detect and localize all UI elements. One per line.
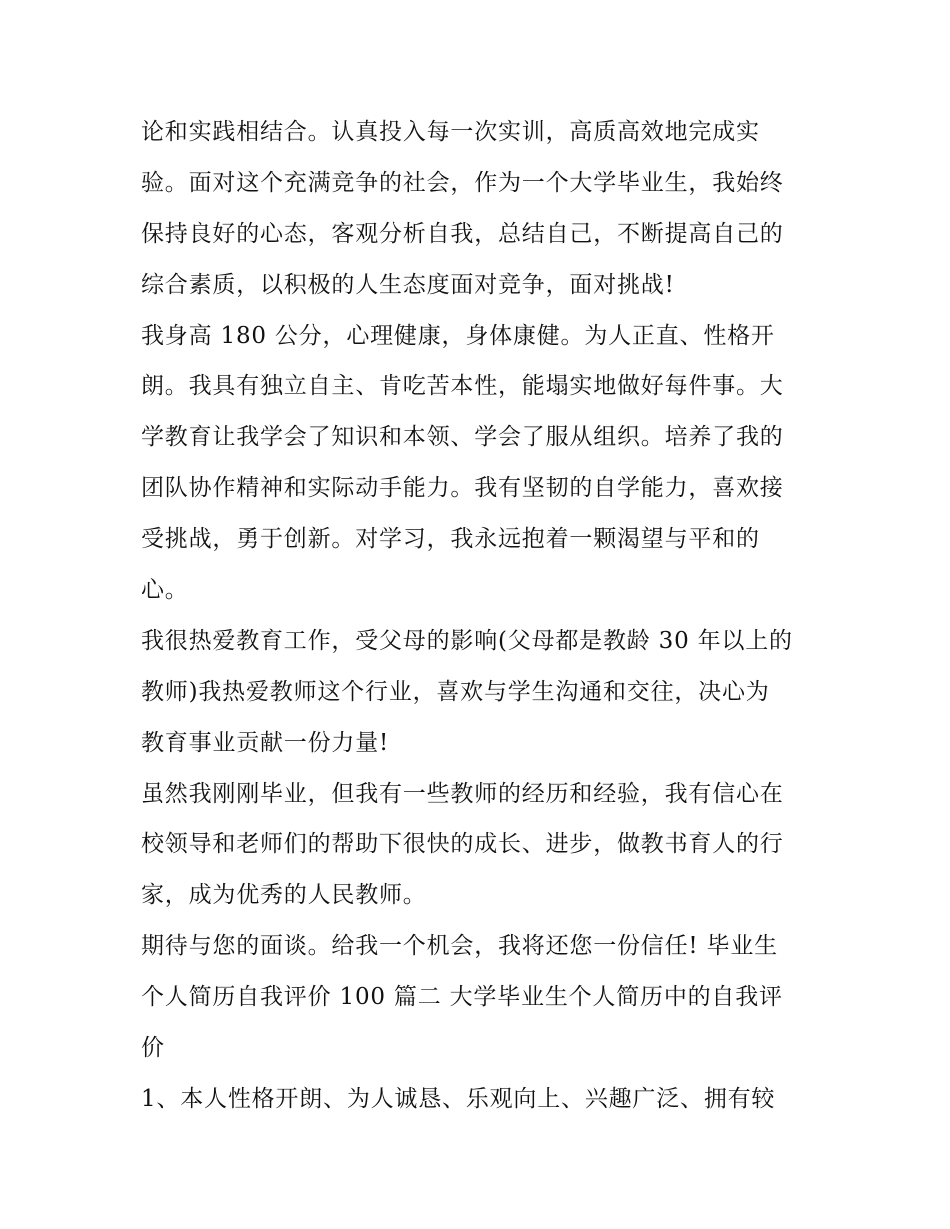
text-line: 朗。我具有独立自主、肯吃苦本性，能塌实地做好每件事。大 (141, 373, 784, 400)
text-line: 受挑战，勇于创新。对学习，我永远抱着一颗渴望与平和的 (141, 526, 760, 553)
text-line: 保持良好的心态，客观分析自我，总结自己，不断提高自己的 (141, 220, 784, 247)
text-line: 综合素质，以积极的人生态度面对竞争，面对挑战! (141, 271, 675, 298)
text-line: 心。 (141, 577, 189, 604)
text-line: 教师)我热爱教师这个行业，喜欢与学生沟通和交往，决心为 (141, 678, 770, 705)
text-line: 验。面对这个充满竞争的社会，作为一个大学毕业生，我始终 (141, 169, 784, 196)
text-line: 个人简历自我评价 100 篇二 大学毕业生个人简历中的自我评 (141, 984, 783, 1011)
text-line: 价 (141, 1035, 165, 1062)
text-line: 教育事业贡献一份力量! (141, 729, 390, 756)
text-line: 期待与您的面谈。给我一个机会，我将还您一份信任! 毕业生 (141, 933, 778, 960)
text-line: 1、本人性格开朗、为人诚恳、乐观向上、兴趣广泛、拥有较 (141, 1085, 776, 1112)
text-line: 我很热爱教育工作，受父母的影响(父母都是教龄 30 年以上的 (141, 627, 793, 654)
text-line: 虽然我刚刚毕业，但我有一些教师的经历和经验，我有信心在 (141, 780, 784, 807)
text-line: 家，成为优秀的人民教师。 (141, 882, 427, 909)
text-line: 团队协作精神和实际动手能力。我有坚韧的自学能力，喜欢接 (141, 475, 784, 502)
text-line: 我身高 180 公分，心理健康，身体康健。为人正直、性格开 (141, 322, 775, 349)
text-line: 学教育让我学会了知识和本领、学会了服从组织。培养了我的 (141, 424, 784, 451)
text-line: 校领导和老师们的帮助下很快的成长、进步，做教书育人的行 (141, 831, 784, 858)
text-line: 论和实践相结合。认真投入每一次实训，高质高效地完成实 (141, 119, 760, 145)
document-body (141, 107, 816, 1125)
